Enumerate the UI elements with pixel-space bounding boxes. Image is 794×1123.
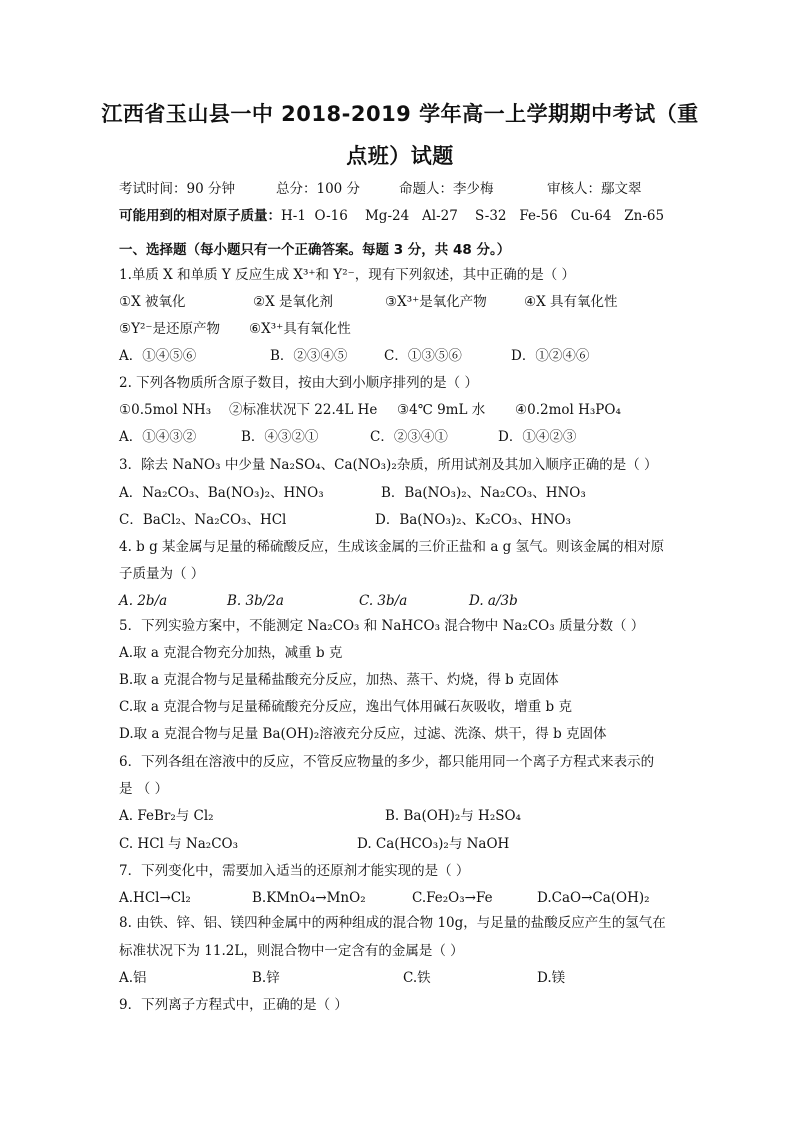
q6-option-c: C. HCl 与 Na₂CO₃ [119,836,239,852]
q4-option-b: B. 3b/2a [227,593,284,609]
q6-option-d: D. Ca(HCO₃)₂与 NaOH [357,836,510,852]
q9-stem: 9．下列离子方程式中，正确的是（ ） [119,997,348,1013]
q2-statement-1: ①0.5mol NH₃ [119,402,212,418]
q3-option-a: A．Na₂CO₃、Ba(NO₃)₂、HNO₃ [119,485,324,501]
q1-option-b: B．②③④⑤ [270,348,348,364]
q5-option-d: D.取 a 克混合物与足量 Ba(OH)₂溶液充分反应，过滤、洗涤、烘干，得 b 克固体 [119,726,607,742]
atomic-masses-label: 可能用到的相对原子质量： [119,208,281,224]
q2-option-b: B．④③②① [241,429,319,445]
q4-option-c: C. 3b/a [359,593,408,609]
q6-option-a: A. FeBr₂与 Cl₂ [119,808,214,824]
q2-option-c: C．②③④① [370,429,448,445]
q1-option-d: D．①②④⑥ [511,348,590,364]
q2-statement-4: ④0.2mol H₃PO₄ [515,402,621,418]
q7-stem: 7．下列变化中，需要加入适当的还原剂才能实现的是（ ） [119,863,470,879]
q1-statement-4: ④X 具有氧化性 [524,294,618,310]
q6-stem-line2: 是 （ ） [119,781,169,797]
q2-statement-3: ③4℃ 9mL 水 [397,402,486,418]
q1-statement-5: ⑤Y²⁻是还原产物 [119,321,221,337]
q6-option-b: B. Ba(OH)₂与 H₂SO₄ [385,808,521,824]
q7-option-c: C.Fe₂O₃→Fe [412,890,493,906]
q2-statement-2: ②标准状况下 22.4L He [229,402,378,418]
exam-time: 考试时间：90 分钟 [119,181,235,197]
q3-option-b: B．Ba(NO₃)₂、Na₂CO₃、HNO₃ [381,485,586,501]
q1-statement-3: ③X³⁺是氧化产物 [385,294,487,310]
q5-option-a: A.取 a 克混合物充分加热，减重 b 克 [119,645,343,661]
q8-stem-line1: 8. 由铁、锌、铝、镁四种金属中的两种组成的混合物 10g，与足量的盐酸反应产生的氢气在 [119,915,666,931]
q1-statement-6: ⑥X³⁺具有氧化性 [249,321,351,337]
q7-option-a: A.HCl→Cl₂ [119,890,191,906]
q4-option-d: D. a/3b [469,593,518,609]
q3-option-d: D．Ba(NO₃)₂、K₂CO₃、HNO₃ [375,512,571,528]
q6-stem-line1: 6．下列各组在溶液中的反应，不管反应物量的多少，都只能用同一个离子方程式来表示的 [119,754,655,770]
q8-option-d: D.镁 [537,970,566,986]
q5-stem: 5．下列实验方案中，不能测定 Na₂CO₃ 和 NaHCO₃ 混合物中 Na₂CO₃ 质量分数（ ） [119,618,645,634]
exam-title-line2: 点班）试题 [346,144,454,168]
q8-option-b: B.锌 [252,970,280,986]
q5-option-c: C.取 a 克混合物与足量稀硫酸充分反应，逸出气体用碱石灰吸收，增重 b 克 [119,699,572,715]
total-score: 总分：100 分 [276,181,361,197]
atomic-masses-values: H-1 O-16 Mg-24 Al-27 S-32 Fe-56 Cu-64 Zn-65 [281,208,665,224]
atomic-masses-row [119,207,664,225]
q5-option-b: B.取 a 克混合物与足量稀盐酸充分反应，加热、蒸干、灼烧，得 b 克固体 [119,672,559,688]
q7-option-b: B.KMnO₄→MnO₂ [252,890,366,906]
q8-option-c: C.铁 [403,970,431,986]
q3-stem: 3．除去 NaNO₃ 中少量 Na₂SO₄、Ca(NO₃)₂杂质，所用试剂及其加入顺序正确的是（ ） [119,457,658,473]
q8-stem-line2: 标准状况下为 11.2L，则混合物中一定含有的金属是（ ） [119,943,464,959]
q1-statement-1: ①X 被氧化 [119,294,186,310]
q1-option-c: C．①③⑤⑥ [384,348,462,364]
q2-option-d: D．①④②③ [498,429,577,445]
q7-option-d: D.CaO→Ca(OH)₂ [537,890,650,906]
q1-option-a: A．①④⑤⑥ [119,348,197,364]
q8-option-a: A.铝 [119,970,147,986]
section-1-header: 一、选择题（每小题只有一个正确答案。每题 3 分，共 48 分。） [119,242,511,258]
exam-title-line1: 江西省玉山县一中 2018-2019 学年高一上学期期中考试（重 [101,102,699,126]
q4-option-a: A. 2b/a [119,593,168,609]
q4-stem-line2: 子质量为（ ） [119,566,205,582]
q2-stem: 2. 下列各物质所含原子数目，按由大到小顺序排列的是（ ） [119,375,478,391]
q3-option-c: C．BaCl₂、Na₂CO₃、HCl [119,512,287,528]
q1-stem: 1.单质 X 和单质 Y 反应生成 X³⁺和 Y²⁻，现有下列叙述，其中正确的是（ ） [119,267,576,283]
q2-option-a: A．①④③② [119,429,197,445]
q4-stem-line1: 4. b g 某金属与足量的稀硫酸反应，生成该金属的三价正盐和 a g 氢气。则该金属的相对原 [119,539,665,555]
q1-statement-2: ②X 是氧化剂 [253,294,334,310]
reviewer: 审核人：鄢文翠 [547,181,642,197]
question-author: 命题人：李少梅 [399,181,494,197]
